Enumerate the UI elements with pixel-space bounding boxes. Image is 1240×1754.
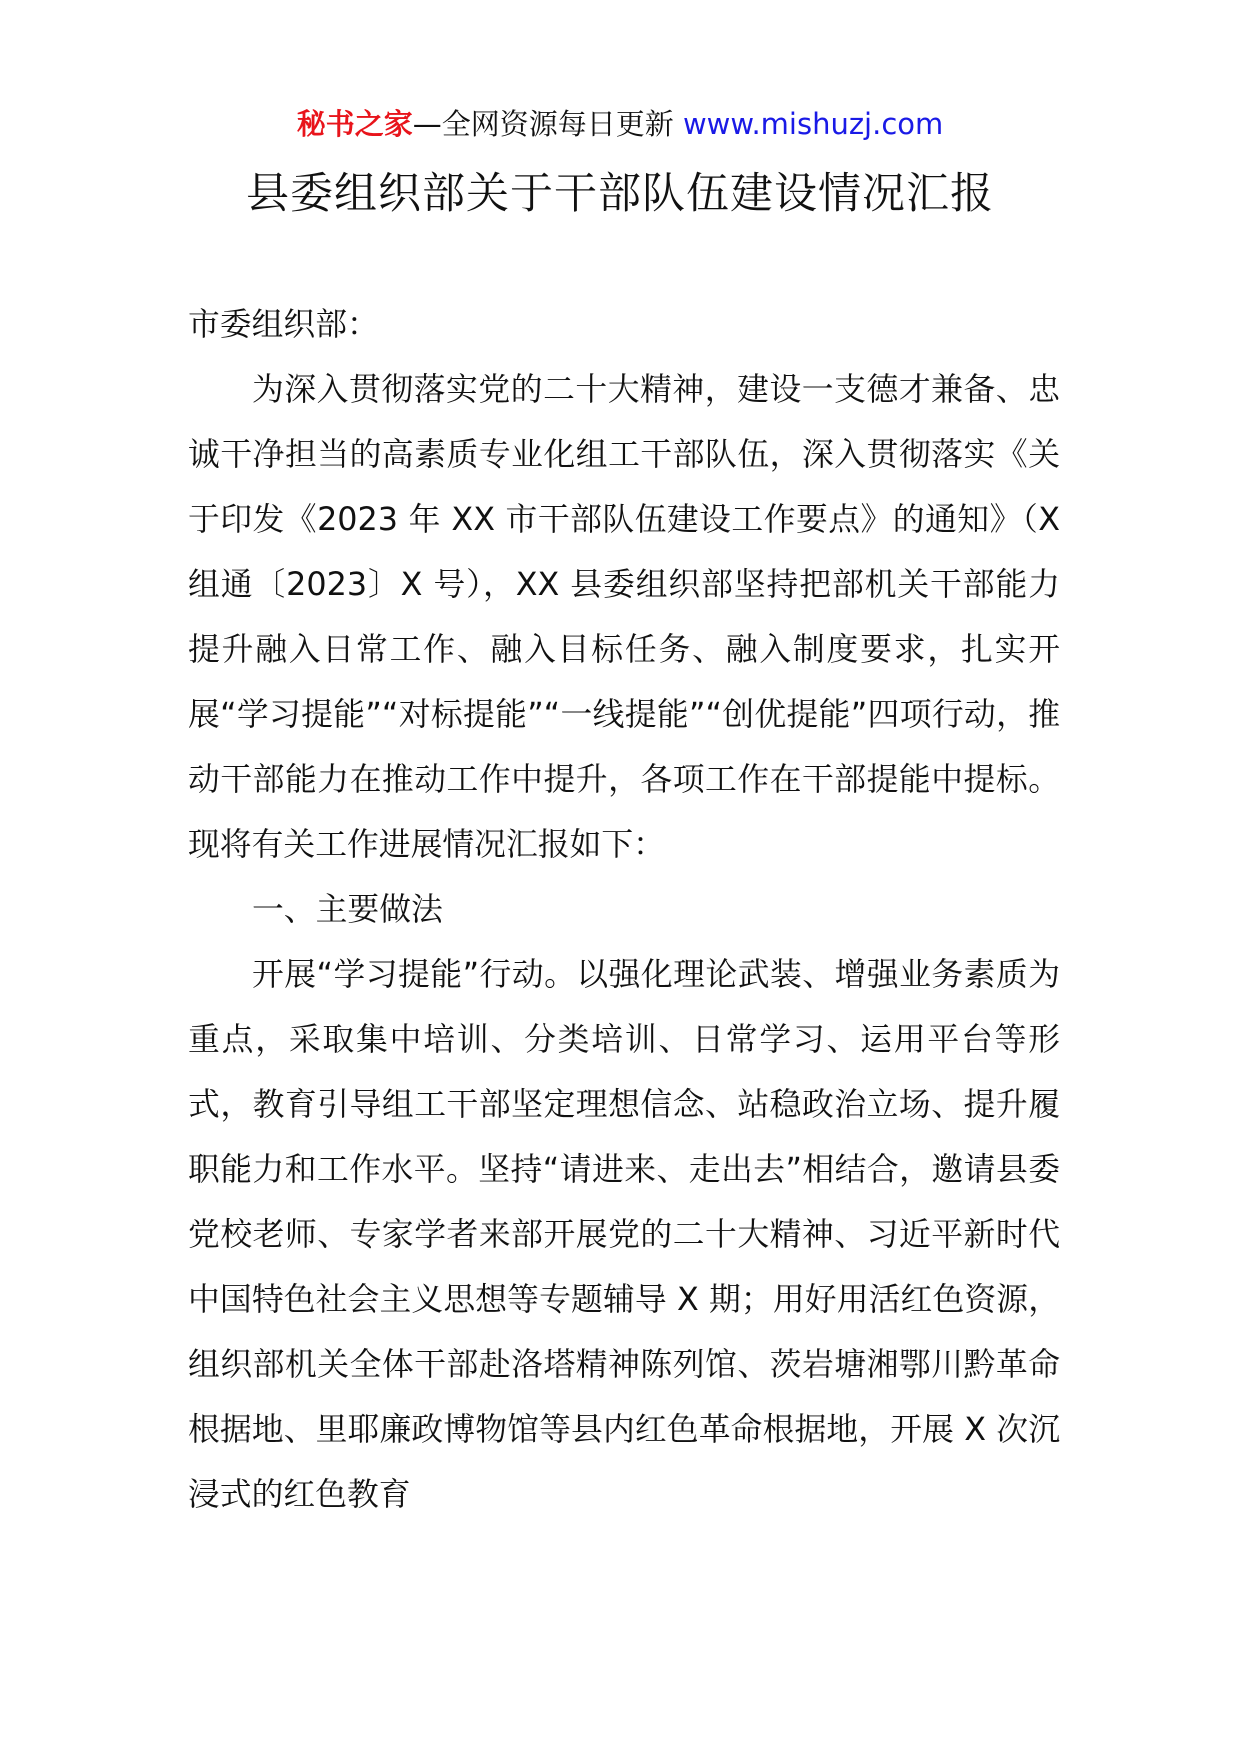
brand-name: 秘书之家 — [296, 107, 413, 141]
document-title: 县委组织部关于干部队伍建设情况汇报 — [246, 169, 994, 219]
paragraph-learning-action: 开展“学习提能”行动。以强化理论武装、增强业务素质为重点，采取集中培训、分类培训、日常学习、运用平台等形式，教育引导组工干部坚定理想信念、站稳政治立场、提升履职能力和工作水平。坚持“请进来、走出去”相结合，邀请县委党校老师、专家学者来部开展党的二十大精神、习近平新时代中国特色社会主义思想等专题辅导 X 期；用好用活红色资源，组织部机关全体干部赴洛塔精神陈列馆、茨岩塘湘鄂川黔革命根据地、里耶廉政博物馆等县内红色革命根据地，开展 X 次沉浸式的红色教育 — [188, 956, 1060, 1513]
salutation: 市委组织部： — [188, 306, 379, 343]
banner-slogan: —全网资源每日更新 — [412, 107, 683, 141]
section-heading: 一、主要做法 — [252, 891, 443, 928]
document-body — [188, 292, 1060, 1527]
site-url-link[interactable]: www.mishuzj.com — [682, 107, 944, 141]
site-banner — [0, 104, 1240, 144]
paragraph-intro: 为深入贯彻落实党的二十大精神，建设一支德才兼备、忠诚干净担当的高素质专业化组工干部队伍，深入贯彻落实《关于印发《2023 年 XX 市干部队伍建设工作要点》的通知》（X 组通〔2023〕X 号），XX 县委组织部坚持把部机关干部能力提升融入日常工作、融入目标任务、融入制度要求，扎实开展“学习提能”“对标提能”“一线提能”“创优提能”四项行动，推动干部能力在推动工作中提升，各项工作在干部提能中提标。现将有关工作进展情况汇报如下： — [188, 371, 1060, 863]
